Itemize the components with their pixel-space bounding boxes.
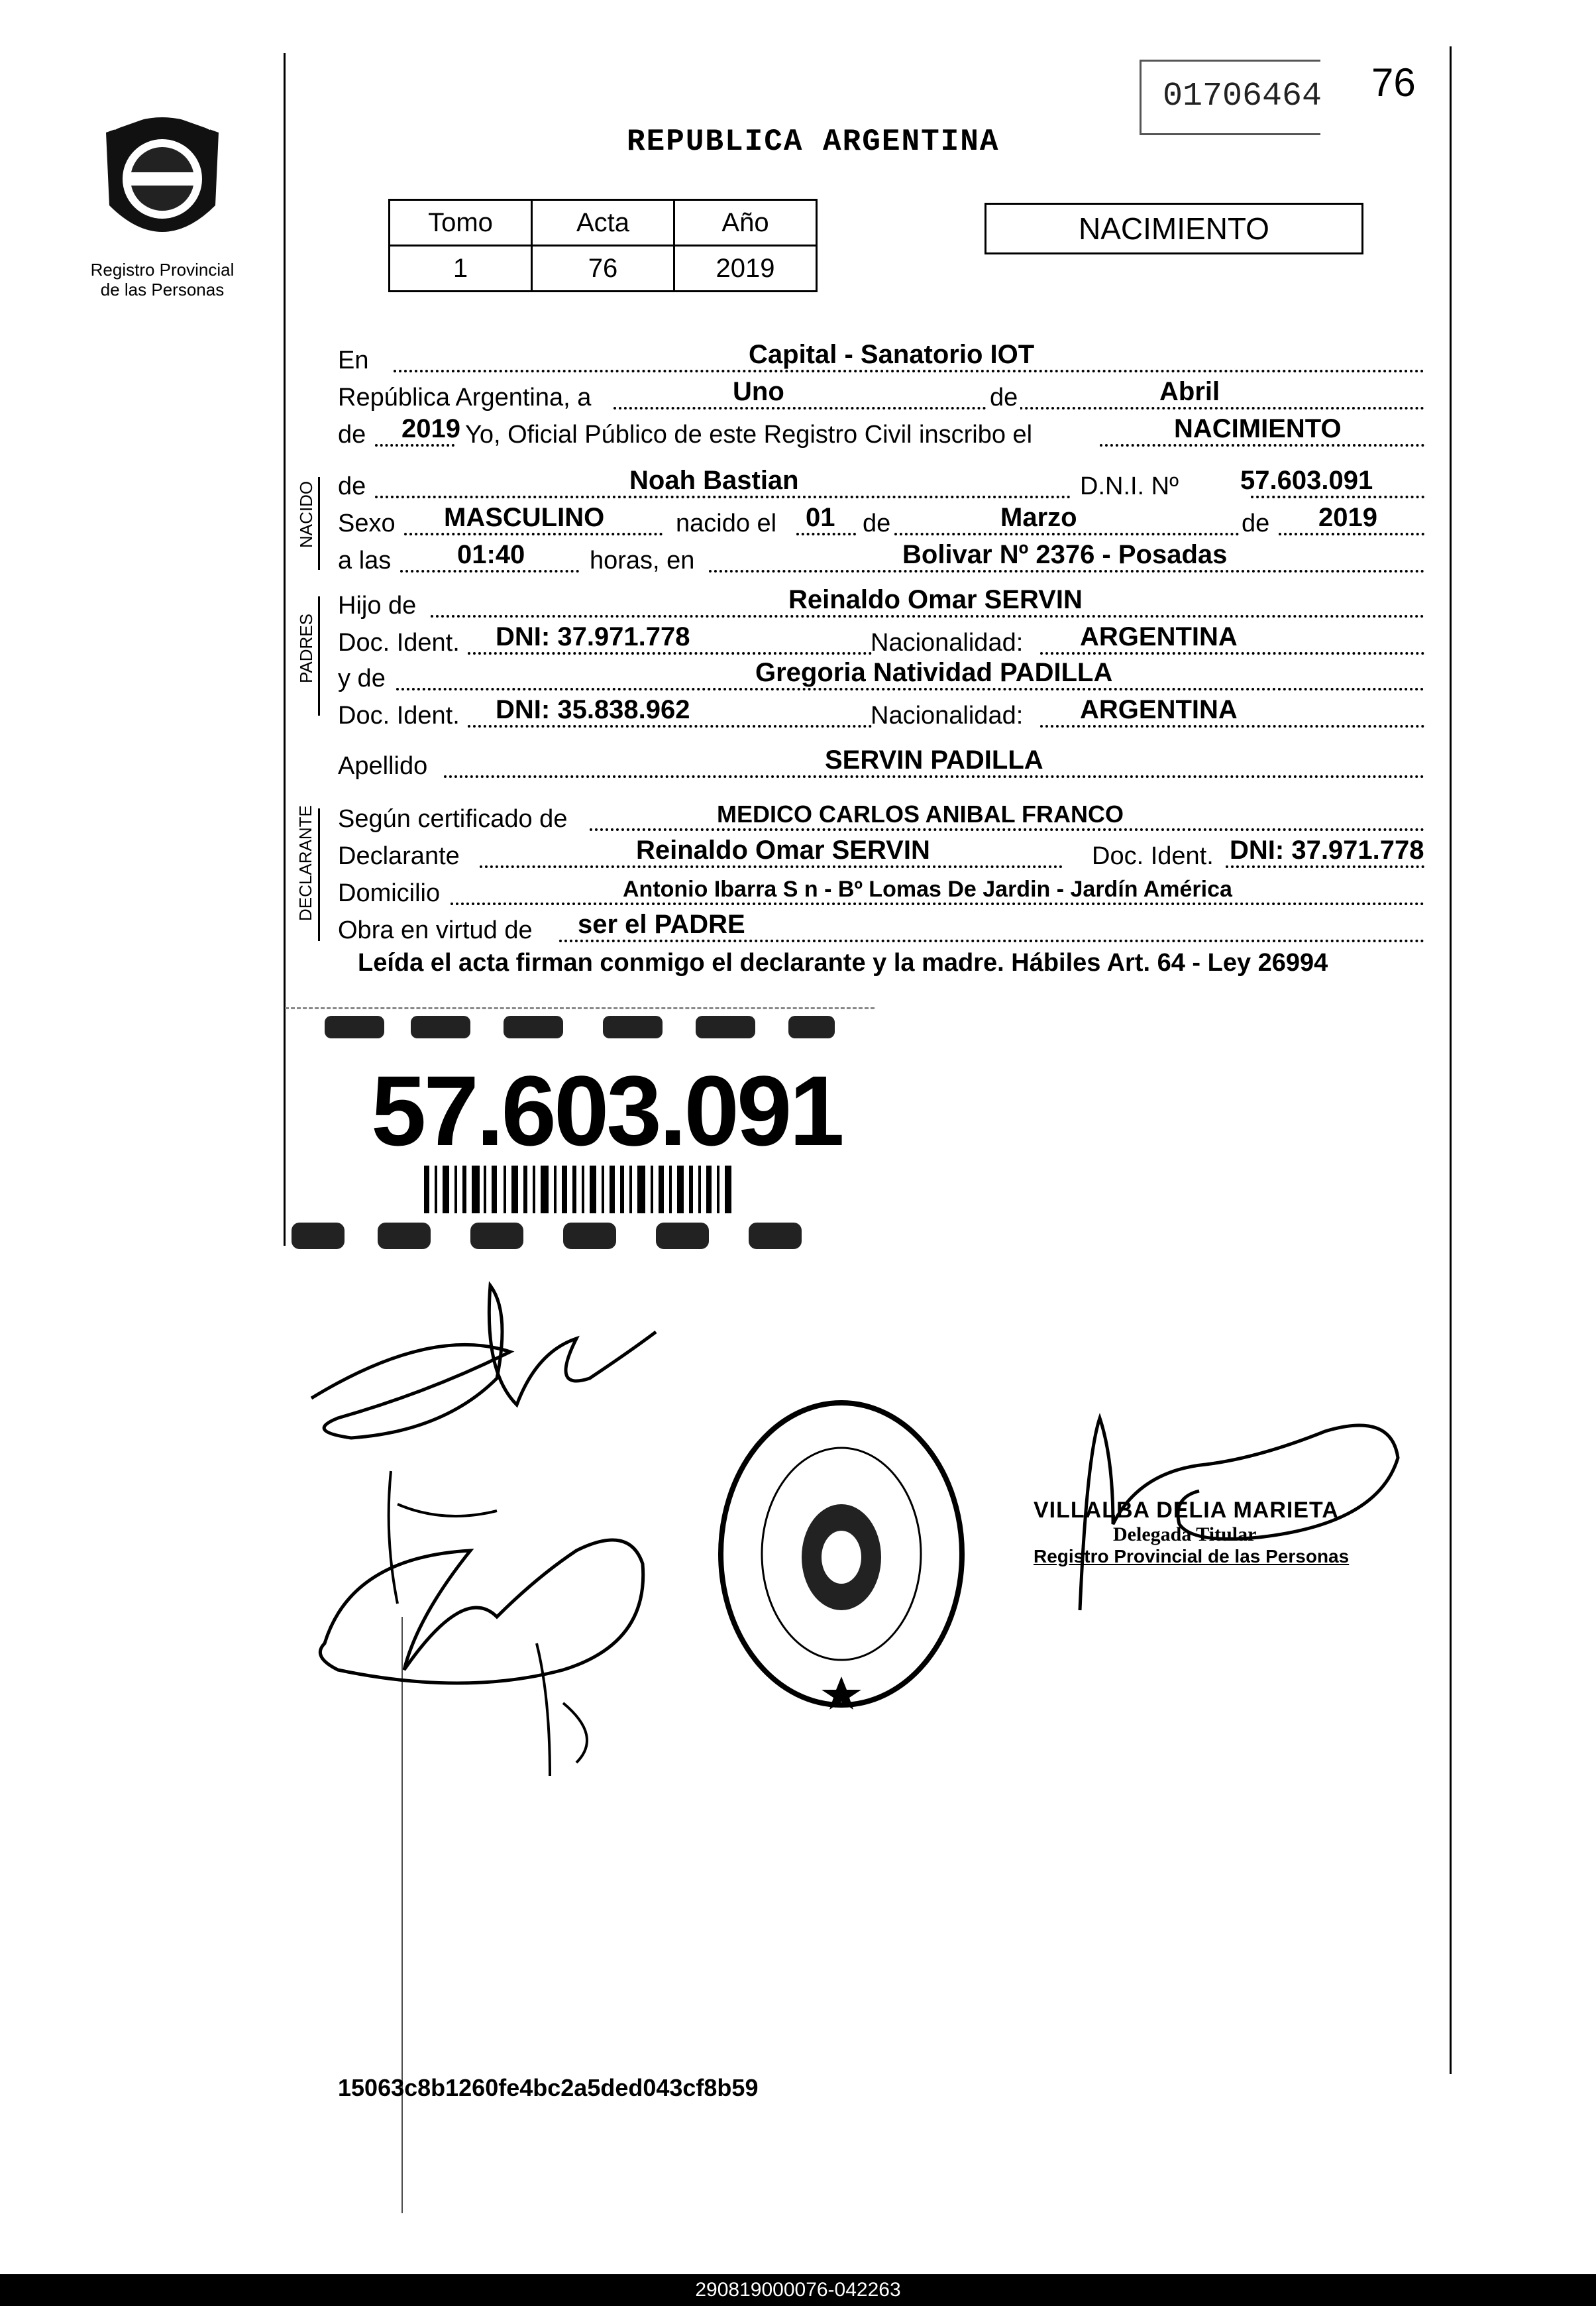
- lugar-nac-value: Bolivar Nº 2376 - Posadas: [902, 540, 1228, 569]
- nombre-label: de: [338, 472, 366, 500]
- certificado-value: MEDICO CARLOS ANIBAL FRANCO: [717, 800, 1124, 828]
- footer-code-bar: [0, 2274, 1596, 2306]
- row-inscribo: [338, 415, 1424, 452]
- row-padre-doc: [338, 623, 1424, 660]
- nac-dia-value: 01: [806, 503, 835, 532]
- declarante-value: Reinaldo Omar SERVIN: [636, 836, 930, 865]
- official-name: VILLALBA DELIA MARIETA: [1034, 1498, 1339, 1523]
- madre-doc-label: Doc. Ident.: [338, 702, 460, 730]
- table-header-tomo: Tomo: [390, 200, 532, 246]
- document-hash: 15063c8b1260fe4bc2a5ded043cf8b59: [338, 2074, 759, 2101]
- row-republica: [338, 378, 1424, 415]
- obra-value: ser el PADRE: [578, 910, 745, 939]
- page-title: REPUBLICA ARGENTINA: [627, 125, 1000, 159]
- nac-mes-value: Marzo: [1000, 503, 1077, 532]
- en-label: En: [338, 347, 369, 374]
- yde-label: y de: [338, 665, 386, 692]
- declarante-doc-value: DNI: 37.971.778: [1230, 836, 1424, 865]
- row-hijo: [338, 586, 1424, 623]
- right-margin-line: [1450, 46, 1452, 2074]
- nacido-label: nacido el: [676, 510, 777, 537]
- nac-de2-label: de: [1242, 510, 1270, 537]
- declarante-label: Declarante: [338, 842, 460, 870]
- bracket-declarante: [318, 808, 320, 941]
- row-domicilio: [338, 873, 1424, 910]
- seal-text: [755, 1511, 928, 1569]
- row-apellido: [338, 746, 1424, 783]
- madre-nac-label: Nacionalidad:: [871, 702, 1024, 730]
- inscribo-label: Yo, Oficial Público de este Registro Civil inscribo el: [465, 421, 1033, 449]
- bracket-nacido: [318, 477, 320, 570]
- row-obra: [338, 910, 1424, 948]
- madre-nac-value: ARGENTINA: [1080, 695, 1238, 724]
- serial-number: 01706464: [1163, 78, 1322, 115]
- table-value-tomo: 1: [390, 246, 532, 292]
- padre-value: Reinaldo Omar SERVIN: [788, 585, 1083, 614]
- obra-label: Obra en virtud de: [338, 916, 533, 944]
- record-type: NACIMIENTO: [1079, 211, 1269, 246]
- row-sexo: [338, 504, 1424, 541]
- sexo-label: Sexo: [338, 510, 396, 537]
- footer-code: 290819000076-042263: [695, 2279, 901, 2301]
- lugar-value: Capital - Sanatorio IOT: [749, 340, 1035, 369]
- row-hora: [338, 541, 1424, 578]
- segun-label: Según certificado de: [338, 805, 568, 833]
- domicilio-label: Domicilio: [338, 879, 441, 907]
- nac-anio-value: 2019: [1318, 503, 1377, 532]
- row-nombre: [338, 467, 1424, 504]
- table-header-anio: Año: [674, 200, 817, 246]
- sexo-value: MASCULINO: [444, 503, 605, 532]
- de2-label: de: [338, 421, 366, 449]
- mes-value: Abril: [1159, 377, 1220, 406]
- alas-label: a las: [338, 547, 392, 575]
- province-emblem: [93, 106, 232, 258]
- label-nacido: NACIDO: [296, 480, 316, 548]
- padre-doc-value: DNI: 37.971.778: [496, 622, 690, 651]
- row-madre: [338, 659, 1424, 696]
- declarant-signature: [298, 1272, 669, 1789]
- hijo-label: Hijo de: [338, 592, 417, 620]
- page-number: 76: [1371, 60, 1416, 105]
- padre-doc-label: Doc. Ident.: [338, 629, 460, 657]
- official-role: Delegada Titular: [1113, 1523, 1257, 1545]
- closing-note: Leída el acta firman conmigo el declarante y la madre. Hábiles Art. 64 - Ley 26994: [358, 949, 1328, 977]
- dni-sticker-number: 57.603.091: [371, 1055, 842, 1166]
- row-declarante: [338, 836, 1424, 873]
- madre-value: Gregoria Natividad PADILLA: [755, 658, 1113, 687]
- padre-nac-label: Nacionalidad:: [871, 629, 1024, 657]
- hora-value: 01:40: [457, 540, 525, 569]
- table-header-acta: Acta: [532, 200, 674, 246]
- bracket-padres: [318, 596, 320, 716]
- registry-line2: de las Personas: [100, 280, 225, 300]
- label-padres: PADRES: [296, 614, 316, 683]
- padre-nac-value: ARGENTINA: [1080, 622, 1238, 651]
- inscribo-value: NACIMIENTO: [1174, 414, 1342, 443]
- official-seal: [716, 1398, 967, 1710]
- label-declarante: DECLARANTE: [295, 805, 315, 921]
- dni-label: D.N.I. Nº: [1080, 472, 1179, 500]
- registry-line1: Registro Provincial: [90, 260, 235, 280]
- de-label: de: [987, 384, 1020, 412]
- row-en: [338, 341, 1424, 378]
- madre-doc-value: DNI: 35.838.962: [496, 695, 690, 724]
- official-block: [1034, 1498, 1378, 1567]
- apellido-label: Apellido: [338, 752, 428, 780]
- apellido-value: SERVIN PADILLA: [825, 745, 1043, 775]
- domicilio-value: Antonio Ibarra S n - Bº Lomas De Jardin - Jardín América: [623, 877, 1232, 902]
- serial-stamp: [1140, 60, 1320, 135]
- row-madre-doc: [338, 696, 1424, 733]
- record-table: [388, 199, 818, 292]
- official-office: Registro Provincial de las Personas: [1034, 1546, 1350, 1566]
- nombre-value: Noah Bastian: [629, 466, 799, 495]
- registry-caption: [60, 260, 265, 300]
- anio-value: 2019: [401, 414, 460, 443]
- decl-doc-label: Doc. Ident.: [1092, 842, 1214, 870]
- dni-value: 57.603.091: [1240, 466, 1373, 495]
- horas-label: horas, en: [590, 547, 695, 575]
- republica-label: República Argentina, a: [338, 384, 592, 412]
- nac-de-label: de: [863, 510, 891, 537]
- table-value-acta: 76: [532, 246, 674, 292]
- dia-value: Uno: [733, 377, 784, 406]
- row-certificado: [338, 799, 1424, 836]
- record-type-box: [984, 203, 1363, 254]
- table-value-anio: 2019: [674, 246, 817, 292]
